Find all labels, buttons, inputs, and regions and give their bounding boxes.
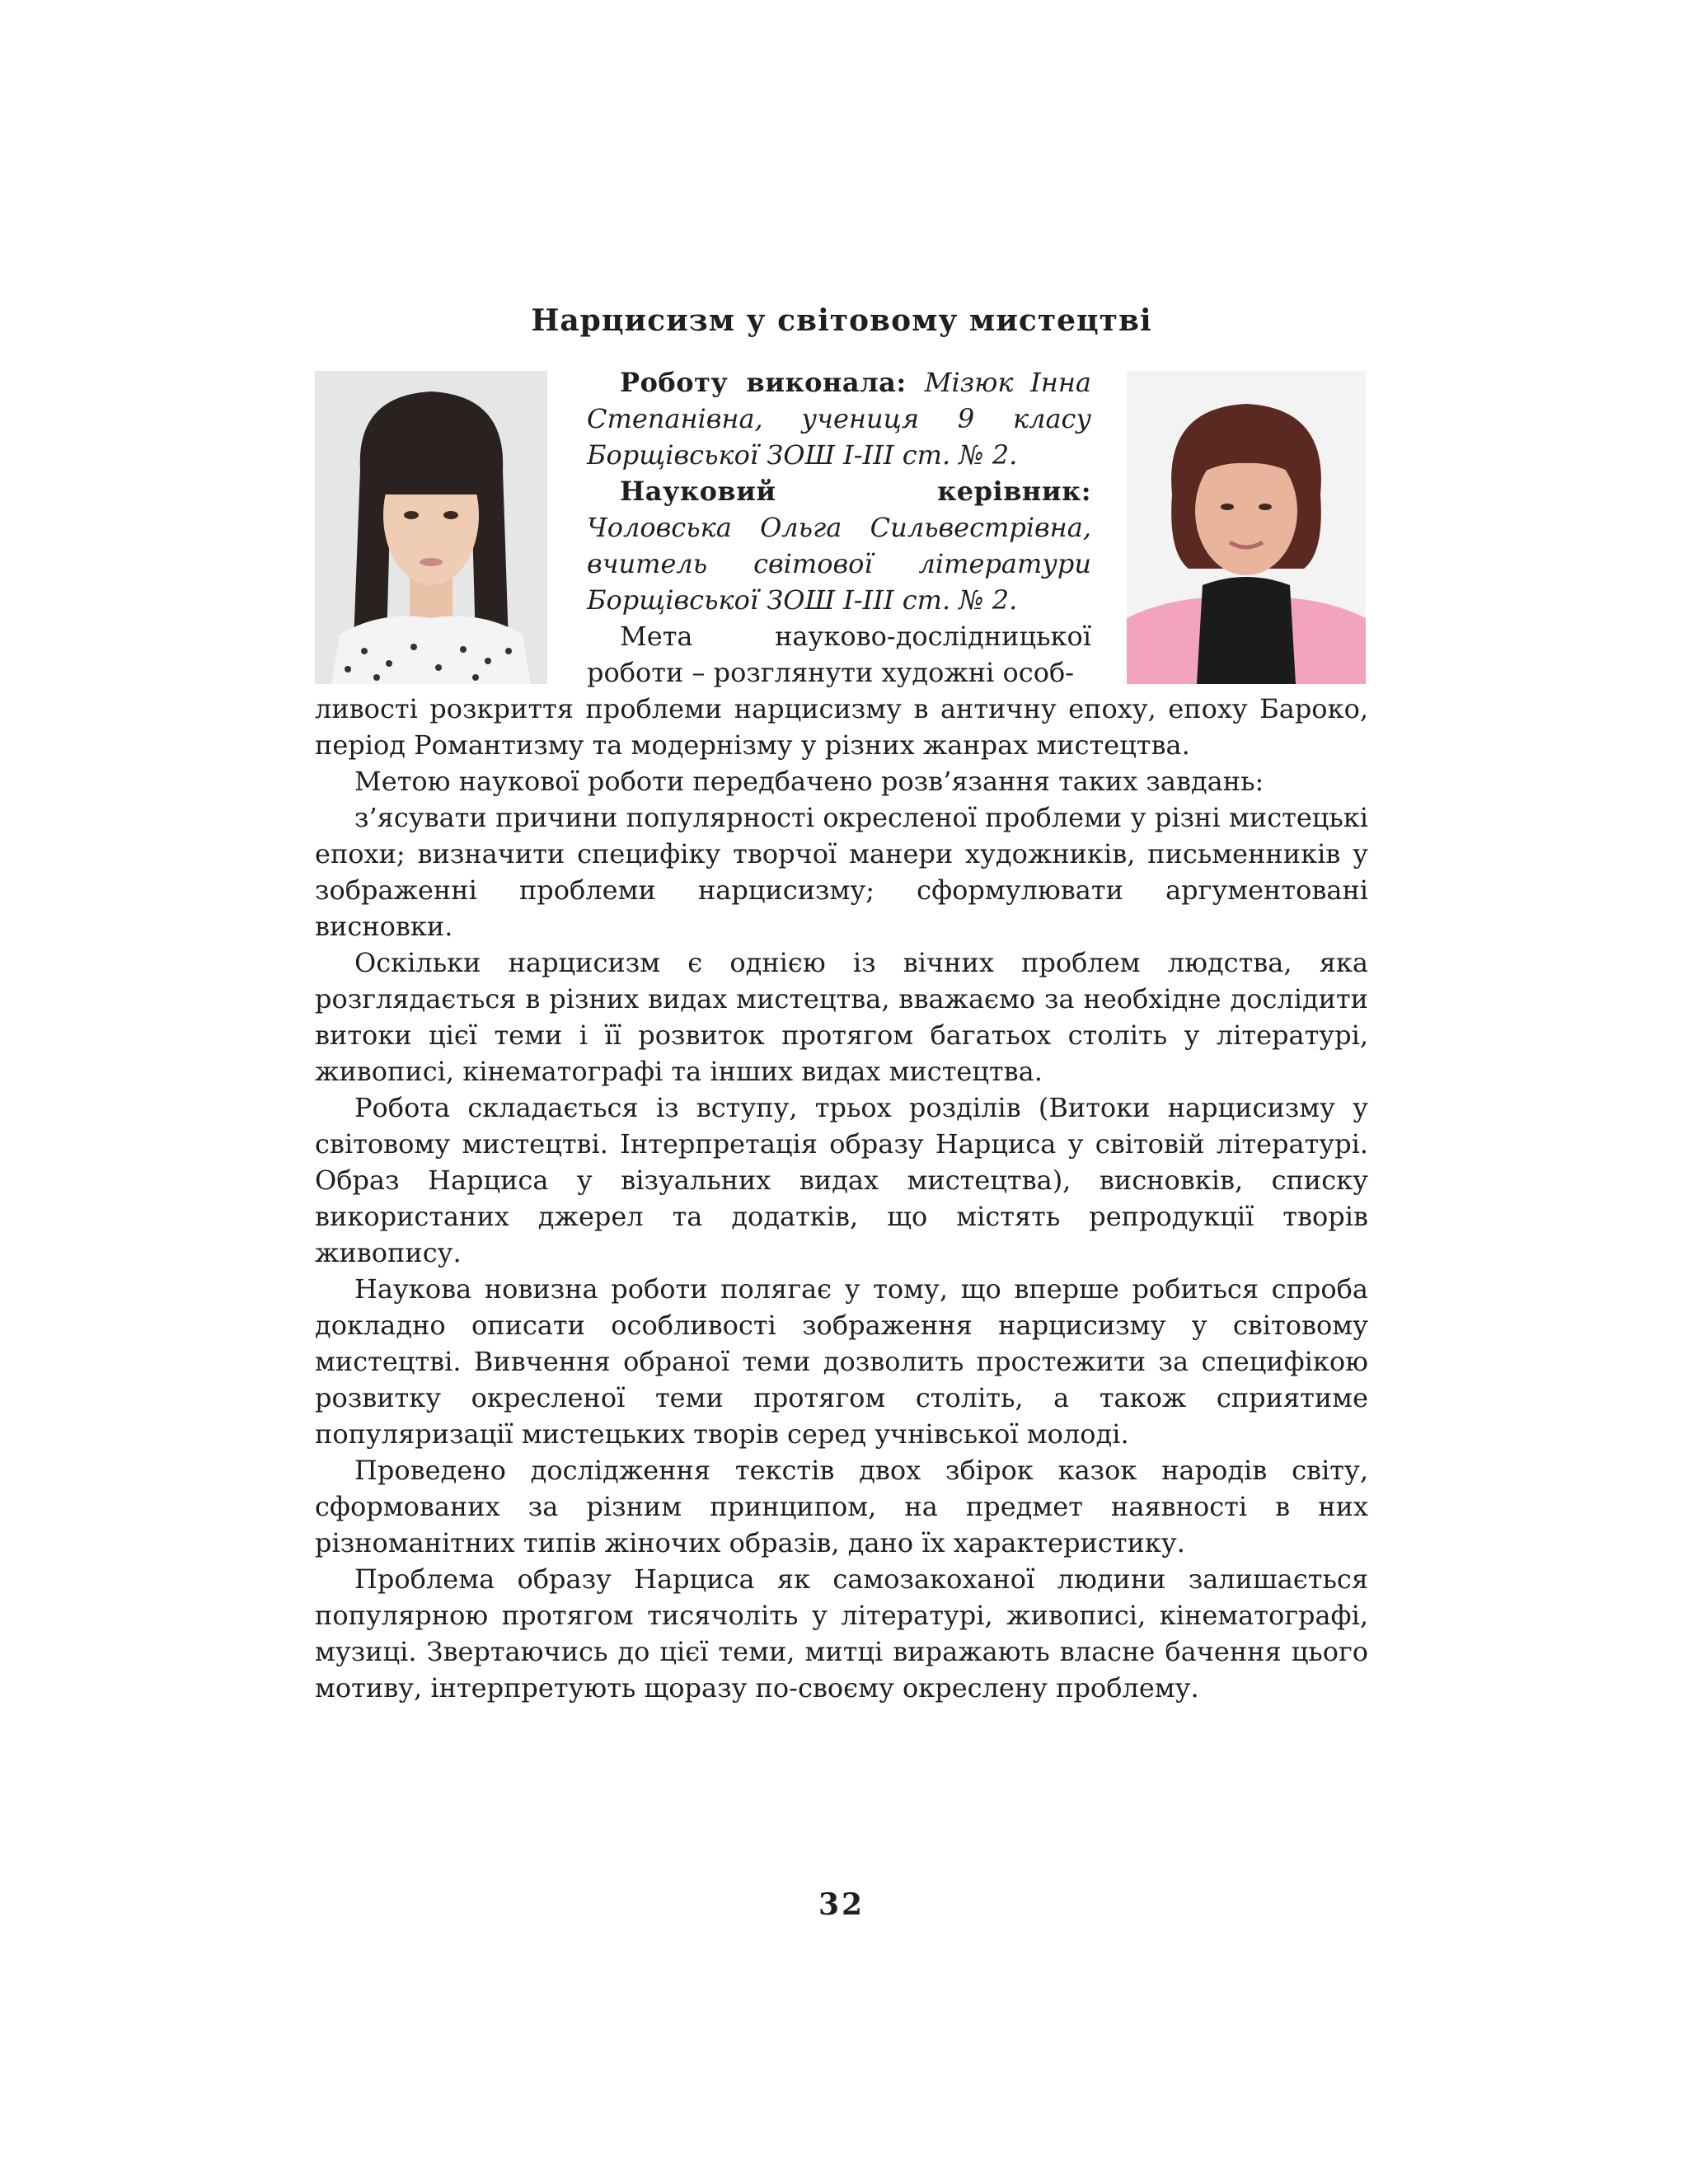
paragraph: Робота складається із вступу, трьох розділів (Витоки нарцисизму у світовому мистецтві. Інтерпретація образу Нарциса у світовій літературі. Образ Нарциса у візуальних видах мистецтва), висновків, списку використаних джерел та додатків, що містять репродукції творів живопису. [315, 1092, 1368, 1268]
supervisor-label: Науковий керівник: [620, 476, 1091, 507]
work-label: Роботу виконала: [620, 367, 925, 398]
paragraph: Наукова новизна роботи полягає у тому, що вперше робиться спроба докладно описати особливості зображення нарцисизму у світовому мистецтві. Вивчення обраної теми дозволить простежити за специфікою розвитку окресленої теми протягом століть, а також сприятиме популяризації мистецьких творів серед учнівської молоді. [315, 1273, 1368, 1450]
paragraph: з’ясувати причини популярності окресленої проблеми у різні мистецькі епохи; визначити специфіку творчої манери художників, письменників у зображенні проблеми нарцисизму; сформулювати аргументовані висновки. [315, 802, 1368, 942]
body-text [315, 691, 1368, 1706]
supervisor-portrait-photo [1127, 371, 1366, 684]
goal-intro-text: Мета науково-дослідницької роботи – розглянути художні особ- [587, 621, 1091, 688]
paragraph: Проведено дослідження текстів двох збірок казок народів світу, сформованих за різним принципом, на предмет наявності в них різноманітних типів жіночих образів, дано їх характеристику. [315, 1455, 1368, 1558]
author-paragraph [587, 364, 1091, 473]
work-value: Мізюк Інна Степанівна, учениця 9 класу Борщівської ЗОШ І-ІІІ ст. № 2. [587, 367, 1092, 471]
supervisor-value: Чоловська Ольга Сильвестрівна, вчитель світової літератури Борщівської ЗОШ І-ІІІ ст. № 2. [587, 512, 1091, 616]
paragraph: Проблема образу Нарциса як самозакоханої людини залишається популярною протягом тисячоліть у літературі, живописі, кінематографі, музиці. Звертаючись до цієї теми, митці виражають власне бачення цього мотиву, інтерпретують щоразу по-своєму окреслену проблему. [315, 1563, 1368, 1704]
page-title: Нарцисизм у світовому мистецтві [531, 303, 1152, 338]
authors-block [587, 364, 1091, 691]
paragraph: Оскільки нарцисизм є однією із вічних проблем людства, яка розглядається в різних видах мистецтва, вважаємо за необхідне дослідити витоки цієї теми і її розвиток протягом багатьох століть у літературі, живописі, кінематографі та інших видах мистецтва. [315, 947, 1368, 1087]
page-number: 32 [818, 1887, 865, 1922]
document-page [315, 0, 1368, 2184]
student-portrait-photo [315, 371, 547, 684]
supervisor-paragraph [587, 473, 1091, 618]
paragraph: Метою наукової роботи передбачено розв’язання таких завдань: [354, 766, 1264, 797]
paragraph: ливості розкриття проблеми нарцисизму в античну епоху, епоху Бароко, період Романтизму та модернізму у різних жанрах мистецтва. [315, 693, 1368, 761]
